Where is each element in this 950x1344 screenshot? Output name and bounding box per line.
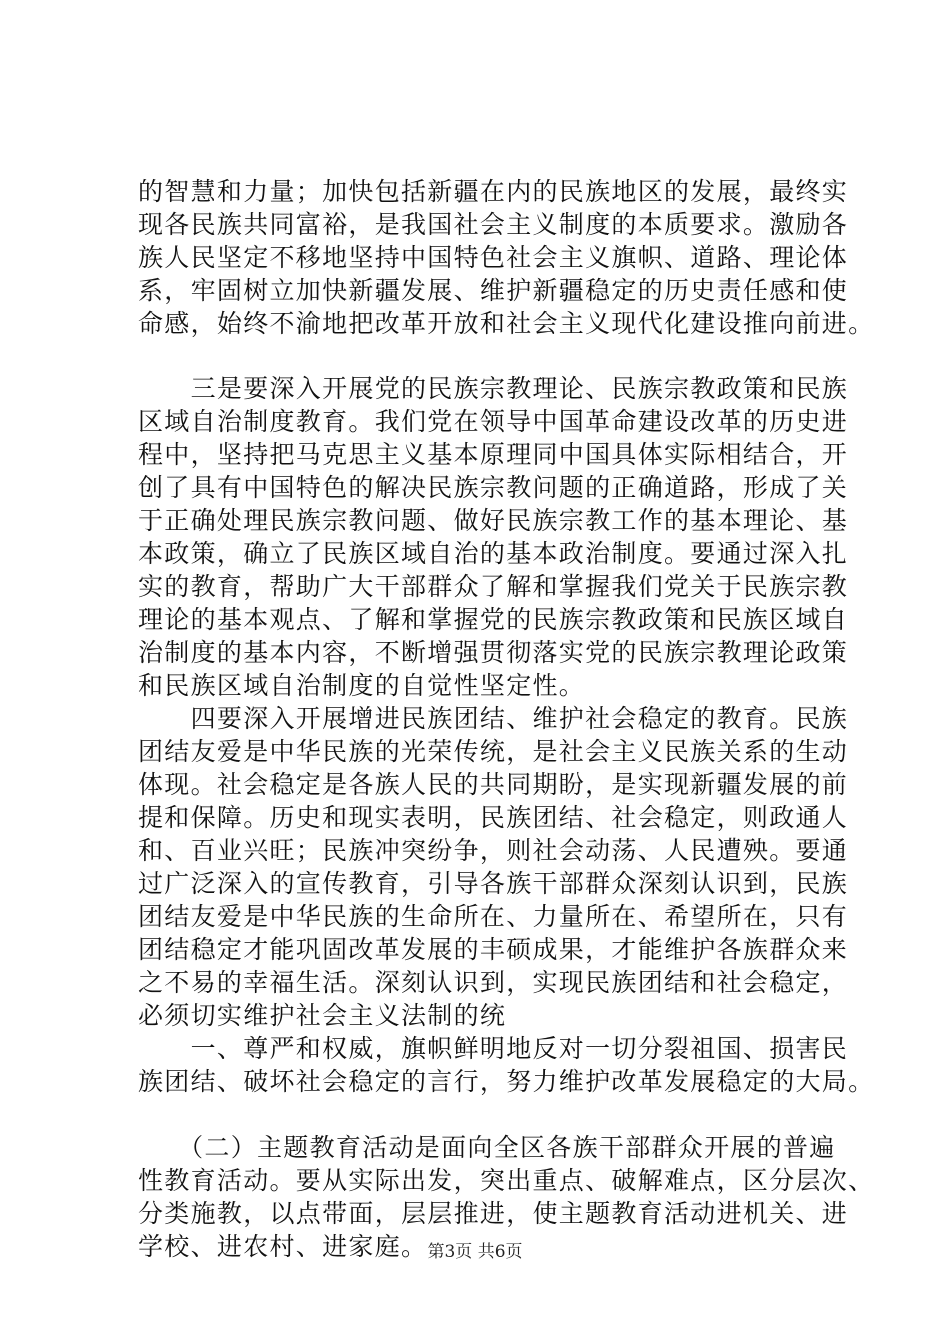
text-line: 团结稳定才能巩固改革发展的丰硕成果，才能维护各族群众来	[138, 935, 849, 964]
text-line: 的智慧和力量；加快包括新疆在内的民族地区的发展，最终实	[138, 177, 849, 206]
page-number-footer: 第3页 共6页	[427, 1242, 523, 1262]
text-line: 提和保障。历史和现实表明，民族团结、社会稳定，则政通人	[138, 803, 849, 832]
text-line: 性教育活动。要从实际出发，突出重点、破解难点，区分层次、	[138, 1166, 875, 1195]
text-line: 理论的基本观点、了解和掌握党的民族宗教政策和民族区域自	[138, 605, 849, 634]
text-line: 实的教育，帮助广大干部群众了解和掌握我们党关于民族宗教	[138, 572, 849, 601]
text-line: 团结友爱是中华民族的生命所在、力量所在、希望所在，只有	[138, 902, 849, 931]
text-line: 体现。社会稳定是各族人民的共同期盼，是实现新疆发展的前	[138, 770, 849, 799]
text-line: 必须切实维护社会主义法制的统	[138, 1001, 507, 1030]
text-line: 三是要深入开展党的民族宗教理论、民族宗教政策和民族	[138, 374, 849, 403]
text-line: 四要深入开展增进民族团结、维护社会稳定的教育。民族	[138, 704, 849, 733]
text-line: 和、百业兴旺；民族冲突纷争，则社会动荡、人民遭殃。要通	[138, 836, 849, 865]
text-line: 程中，坚持把马克思主义基本原理同中国具体实际相结合，开	[138, 440, 849, 469]
text-line: 和民族区域自治制度的自觉性坚定性。	[138, 671, 586, 700]
text-line: 区域自治制度教育。我们党在领导中国革命建设改革的历史进	[138, 407, 849, 436]
text-line: 系，牢固树立加快新疆发展、维护新疆稳定的历史责任感和使	[138, 276, 849, 305]
text-line: 治制度的基本内容，不断增强贯彻落实党的民族宗教理论政策	[138, 638, 849, 667]
text-line: 族团结、破坏社会稳定的言行，努力维护改革发展稳定的大局。	[138, 1067, 875, 1096]
text-line: 分类施教，以点带面，层层推进，使主题教育活动进机关、进	[138, 1199, 849, 1228]
text-line: （二）主题教育活动是面向全区各族干部群众开展的普遍	[138, 1133, 836, 1162]
text-line: 过广泛深入的宣传教育，引导各族干部群众深刻认识到，民族	[138, 869, 849, 898]
text-line: 本政策，确立了民族区域自治的基本政治制度。要通过深入扎	[138, 539, 849, 568]
text-line: 族人民坚定不移地坚持中国特色社会主义旗帜、道路、理论体	[138, 243, 849, 272]
text-line: 学校、进农村、进家庭。	[138, 1232, 428, 1261]
text-line: 一、尊严和权威，旗帜鲜明地反对一切分裂祖国、损害民	[138, 1034, 849, 1063]
text-line: 命感，始终不渝地把改革开放和社会主义现代化建设推向前进。	[138, 309, 875, 338]
text-line: 之不易的幸福生活。深刻认识到，实现民族团结和社会稳定，	[138, 968, 849, 997]
text-line: 创了具有中国特色的解决民族宗教问题的正确道路，形成了关	[138, 473, 849, 502]
text-line: 于正确处理民族宗教问题、做好民族宗教工作的基本理论、基	[138, 506, 849, 535]
text-line: 团结友爱是中华民族的光荣传统，是社会主义民族关系的生动	[138, 737, 849, 766]
text-line: 现各民族共同富裕，是我国社会主义制度的本质要求。激励各	[138, 210, 849, 239]
